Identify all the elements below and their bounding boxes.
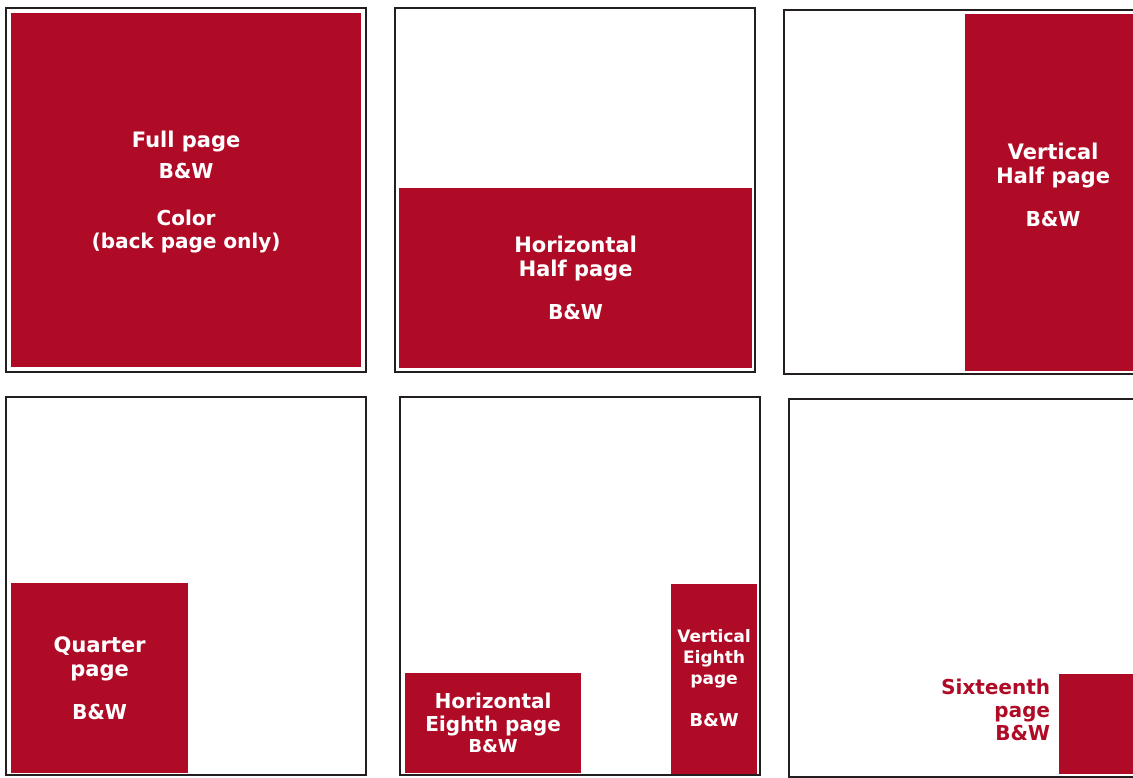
full-page-bw: B&W: [158, 158, 214, 183]
full-page-panel: [5, 7, 367, 373]
sixteenth-line2: page: [994, 698, 1050, 722]
vertical-eighth-line2: Eighth: [683, 648, 745, 668]
sixteenth-bw: B&W: [995, 721, 1050, 745]
full-page-title: Full page: [131, 127, 241, 152]
full-page-color: Color: [156, 205, 216, 230]
full-page-color-note: (back page only): [91, 228, 281, 253]
horizontal-half-panel: [394, 7, 756, 373]
horizontal-eighth-block: [405, 673, 581, 773]
horizontal-eighth-line2: Eighth page: [425, 711, 561, 736]
vertical-eighth-line3: page: [690, 669, 738, 689]
sixteenth-line1: Sixteenth: [941, 675, 1050, 699]
vertical-eighth-bw: B&W: [689, 710, 739, 731]
horizontal-half-line2: Half page: [518, 256, 633, 281]
horizontal-eighth-bw: B&W: [468, 735, 518, 757]
sixteenth-block: [1059, 674, 1133, 774]
vertical-half-panel: [783, 9, 1133, 375]
quarter-page-panel: [5, 396, 367, 776]
quarter-line2: page: [70, 656, 129, 681]
sixteenth-label: [904, 676, 1050, 745]
vertical-half-line2: Half page: [996, 164, 1110, 188]
eighth-page-panel: [399, 396, 761, 776]
horizontal-half-line1: Horizontal: [514, 232, 637, 257]
horizontal-half-block: [399, 188, 752, 368]
vertical-half-line1: Vertical: [1007, 140, 1099, 164]
quarter-bw: B&W: [72, 699, 127, 724]
quarter-line1: Quarter: [53, 632, 146, 657]
full-page-block: [11, 13, 361, 367]
horizontal-half-bw: B&W: [548, 299, 603, 324]
vertical-half-block: [965, 14, 1133, 371]
vertical-half-bw: B&W: [1025, 207, 1081, 231]
sixteenth-page-panel: [788, 398, 1133, 778]
vertical-eighth-line1: Vertical: [677, 627, 751, 647]
horizontal-eighth-line1: Horizontal: [434, 688, 552, 713]
vertical-eighth-block: [671, 584, 757, 774]
quarter-page-block: [11, 583, 188, 773]
